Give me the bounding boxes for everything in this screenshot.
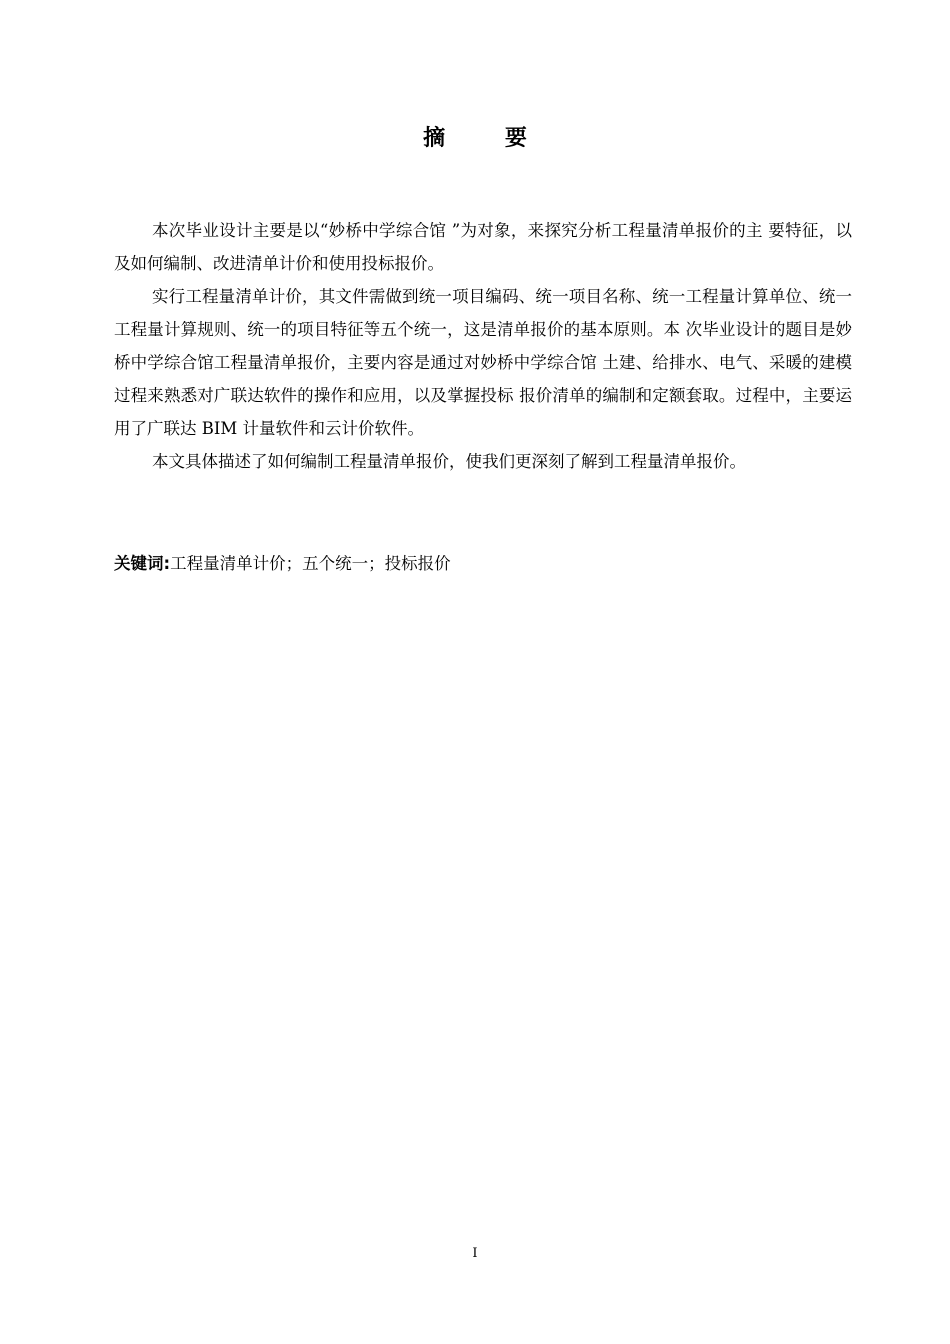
page-number: I (472, 1246, 478, 1261)
abstract-title: 摘 要 (423, 125, 553, 151)
paragraph-1: 本次毕业设计主要是以“妙桥中学综合馆 ”为对象，来探究分析工程量清单报价的主 要特征，以及如何编制、改进清单计价和使用投标报价。 (114, 221, 852, 273)
keywords-line (114, 547, 852, 580)
paragraph-2: 实行工程量清单计价，其文件需做到统一项目编码、统一项目名称、统一工程量计算单位、统一工程量计算规则、统一的项目特征等五个统一，这是清单报价的基本原则。本 次毕业设计的题目是妙桥中学综合馆工程量清单报价，主要内容是通过对妙桥中学综合馆 土建、给排水、电气、采暖的建模过程来熟悉对广联达软件的操作和应用，以及掌握投标 报价清单的编制和定额套取。过程中，主要运用了广联达 BIM 计量软件和云计价软件。 (114, 287, 852, 438)
paragraph-3: 本文具体描述了如何编制工程量清单报价，使我们更深刻了解到工程量清单报价。 (152, 452, 746, 471)
keywords-text: 工程量清单计价；五个统一；投标报价 (170, 554, 451, 573)
abstract-body (114, 214, 852, 478)
keywords-label: 关键词: (114, 554, 171, 573)
